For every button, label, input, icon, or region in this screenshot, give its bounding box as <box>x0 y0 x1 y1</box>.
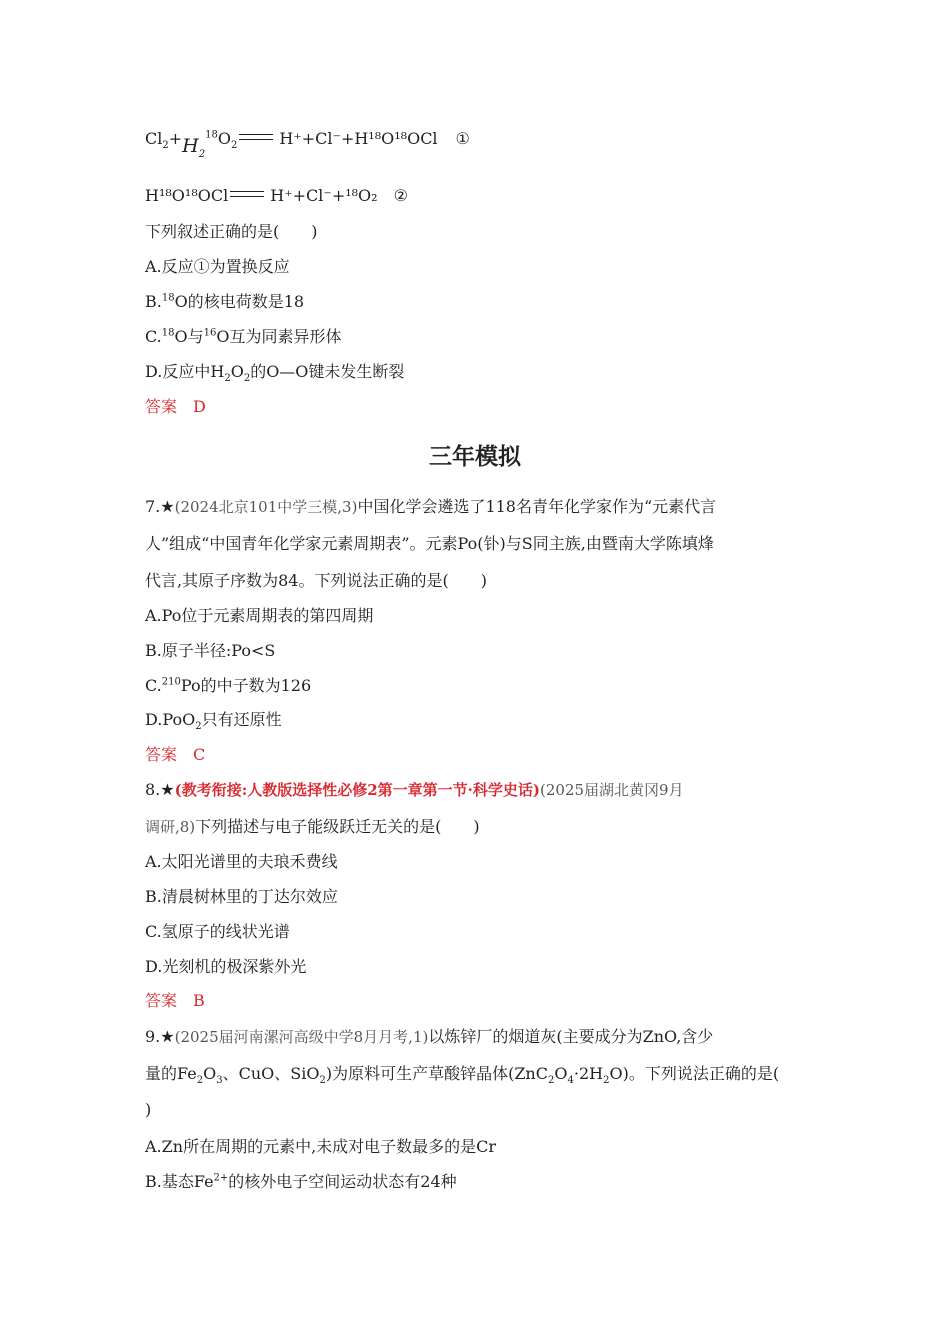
q6-c-mid: O与 <box>174 327 204 346</box>
q6-c-pre: C. <box>145 327 162 346</box>
q9-b-post: 的核外电子空间运动状态有24种 <box>228 1172 457 1191</box>
q8-stem: 下列描述与电子能级跃迁无关的是( ) <box>195 817 480 836</box>
q9-l2-s2: 3 <box>216 1075 223 1087</box>
q6-d-sub2: 2 <box>243 373 251 385</box>
q9-number: 9. <box>145 1027 161 1046</box>
answer-label: 答案 <box>145 745 178 764</box>
q6-option-c <box>145 327 341 347</box>
q9-l2-s6: 2 <box>603 1075 610 1087</box>
q9-text-1: 以炼锌厂的烟道灰(主要成分为ZnO,含少 <box>428 1027 714 1046</box>
q8-source-2: 调研,8) <box>145 818 196 836</box>
q8-tag: (教考衔接:人教版选择性必修2第一章第一节·科学史话) <box>174 781 541 799</box>
q9-l2-g: O)。下列说法正确的是( <box>609 1064 780 1083</box>
eq1-h2-sub: 2 <box>198 148 206 160</box>
eq2-number: ② <box>393 186 408 205</box>
q6-d-pre: D.反应中H <box>145 362 225 381</box>
eq2-left: H¹⁸O¹⁸OCl <box>145 186 229 205</box>
answer-label: 答案 <box>145 397 178 416</box>
equation-2 <box>145 186 408 206</box>
equals-sign <box>230 191 264 197</box>
q7-source: (2024北京101中学三模,3) <box>174 498 358 516</box>
q6-option-b <box>145 292 304 312</box>
q8-option-c: C.氢原子的线状光谱 <box>145 922 290 941</box>
q8-option-a: A.太阳光谱里的夫琅禾费线 <box>145 852 338 871</box>
q7-option-d <box>145 710 282 733</box>
q9-l2-a: 量的Fe <box>145 1064 197 1083</box>
q9-option-a: A.Zn所在周期的元素中,未成对电子数最多的是Cr <box>145 1137 497 1156</box>
q7-option-a: A.Po位于元素周期表的第四周期 <box>145 606 374 625</box>
q6-c-sup1: 18 <box>161 327 175 339</box>
q6-option-a: A.反应①为置换反应 <box>145 257 290 276</box>
q9-l2-s5: 4 <box>567 1075 574 1087</box>
q7-text-1: 中国化学会遴选了118名青年化学家作为“元素代言 <box>357 497 717 516</box>
q8-option-d: D.光刻机的极深紫外光 <box>145 957 307 976</box>
answer-value: B <box>193 991 205 1010</box>
q9-option-b <box>145 1172 457 1192</box>
q7-line-1 <box>145 497 716 517</box>
star-icon: ★ <box>160 780 175 799</box>
star-icon: ★ <box>160 497 175 516</box>
q7-c-post: Po的中子数为126 <box>180 676 312 695</box>
q9-source: (2025届河南漯河高级中学8月月考,1) <box>174 1028 429 1046</box>
answer-label: 答案 <box>145 991 178 1010</box>
q6-d-mid: O <box>230 362 244 381</box>
q6-c-post: O互为同素异形体 <box>216 327 342 346</box>
q8-line-2 <box>145 817 480 837</box>
q7-number: 7. <box>145 497 161 516</box>
answer-value: D <box>193 397 206 416</box>
q9-l2-c: 、CuO、SiO <box>222 1064 320 1083</box>
q9-b-sup: 2+ <box>213 1172 229 1184</box>
q9-l2-s1: 2 <box>196 1075 204 1087</box>
q7-d-sub: 2 <box>195 721 202 733</box>
q7-option-b: B.原子半径:Po<S <box>145 641 276 660</box>
eq1-h2-text: H <box>182 135 199 157</box>
q9-line-3: ) <box>145 1100 152 1119</box>
q9-l2-s4: 2 <box>547 1075 555 1087</box>
q9-l2-e: O <box>554 1064 568 1083</box>
eq1-plus: + <box>168 129 183 148</box>
eq1-o-sub: 2 <box>230 140 238 152</box>
q7-line-3: 代言,其原子序数为84。下列说法正确的是( ) <box>145 571 487 590</box>
q9-line-2 <box>145 1064 780 1087</box>
q8-source-1: (2025届湖北黄冈9月 <box>540 781 684 799</box>
q8-answer <box>145 991 205 1011</box>
q6-d-sub1: 2 <box>224 373 231 385</box>
q7-answer <box>145 745 205 765</box>
q6-option-d <box>145 362 405 385</box>
q9-line-1 <box>145 1027 713 1047</box>
q7-option-c <box>145 676 311 696</box>
q9-b-pre: B.基态Fe <box>145 1172 214 1191</box>
q7-line-2: 人”组成“中国青年化学家元素周期表”。元素Po(钋)与S同主族,由暨南大学陈填烽 <box>145 534 714 553</box>
q7-c-pre: C. <box>145 676 162 695</box>
q6-c-sup2: 16 <box>203 327 217 339</box>
answer-value: C <box>193 745 206 764</box>
q9-l2-f: ·2H <box>573 1064 604 1083</box>
eq1-o-sup: 18 <box>205 129 218 141</box>
q7-d-pre: D.PoO <box>145 710 196 729</box>
equation-1: $Cl_2+H_2^{18}O_2$ H⁺+Cl⁻+H¹⁸O¹⁸OCl ① <box>145 129 470 160</box>
q8-line-1 <box>145 780 684 800</box>
q6-answer <box>145 397 206 417</box>
q8-number: 8. <box>145 780 161 799</box>
eq1-right: H⁺+Cl⁻+H¹⁸O¹⁸OCl <box>279 129 438 148</box>
eq1-o: O <box>217 129 231 148</box>
q7-c-sup: 210 <box>161 676 181 688</box>
q7-d-post: 只有还原性 <box>201 710 282 729</box>
q9-l2-b: O <box>203 1064 217 1083</box>
q6-stem: 下列叙述正确的是( ) <box>145 222 318 241</box>
q6-d-post: 的O—O键未发生断裂 <box>250 362 405 381</box>
q9-l2-d: )为原料可生产草酸锌晶体(ZnC <box>325 1064 548 1083</box>
eq1-h2 <box>182 135 206 160</box>
eq1-left: Cl <box>145 129 163 148</box>
equals-sign <box>239 134 273 140</box>
q8-option-b: B.清晨树林里的丁达尔效应 <box>145 887 338 906</box>
q6-b-sup: 18 <box>161 292 175 304</box>
q6-b-pre: B. <box>145 292 162 311</box>
star-icon: ★ <box>160 1027 175 1046</box>
q9-l2-s3: 2 <box>319 1075 326 1087</box>
eq2-right: H⁺+Cl⁻+¹⁸O₂ <box>270 186 378 205</box>
eq1-number: ① <box>455 129 470 148</box>
q6-b-post: O的核电荷数是18 <box>174 292 305 311</box>
section-title: 三年模拟 <box>429 444 521 470</box>
